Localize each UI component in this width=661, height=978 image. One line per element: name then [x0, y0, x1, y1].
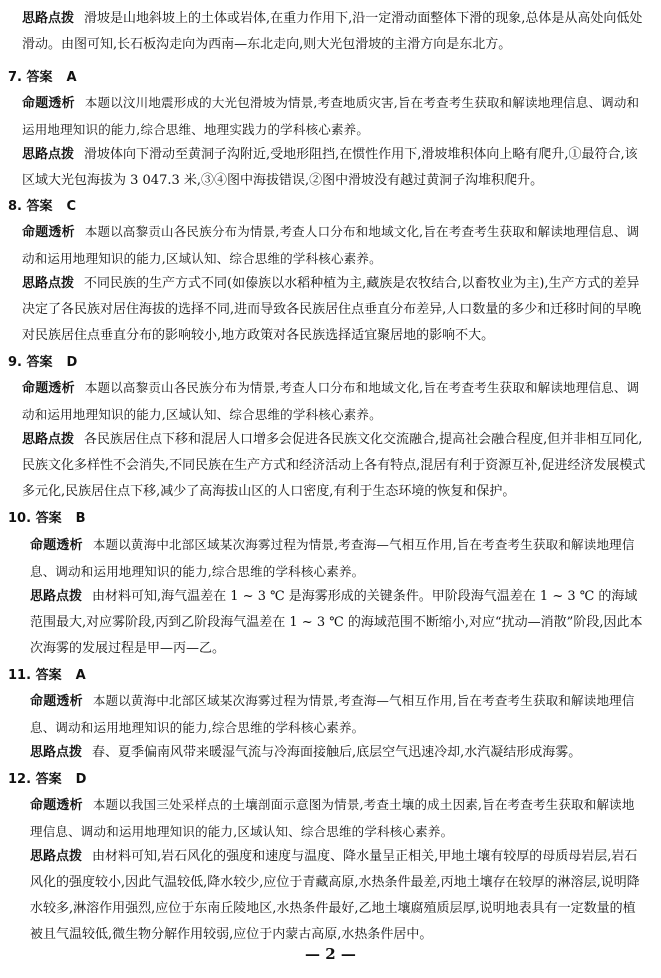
item-9-analysis: [22, 375, 647, 428]
answer-value: D: [66, 355, 78, 370]
section-text: 由材料可知,海气温差在 1 ~ 3 ℃ 是海雾形成的关键条件。甲阶段海气温差在 1 ~ 3 ℃ 的海域范围最大,对应雾阶段,丙到乙阶段海气温差在 1 ~ 3 ℃ 的海域范围不断缩小,对应“扰动—消散”阶段,因此本次海雾的发展过程是甲—丙—乙。: [30, 589, 643, 656]
answer-value: B: [75, 511, 86, 526]
item-9-answer: [8, 351, 77, 370]
section-text: 不同民族的生产方式不同(如傣族以水稻种植为主,藏族是农牧结合,以畜牧业为主),生产方式的差异决定了各民族对居住海拔的选择不同,进而导致各民族居住点垂直分布差异,人口数量的多少和迁移时间的早晚对民族居住点垂直分布的影响较小,地方政策对各民族选择适宜聚居地的影响不大。: [22, 276, 642, 343]
section-label: 命题透析: [22, 225, 75, 240]
question-number: 7.: [8, 70, 22, 85]
section-text: 由材料可知,岩石风化的强度和速度与温度、降水量呈正相关,甲地土壤有较厚的母质母岩层,岩石风化的强度较小,因此气温较低,降水较少,应位于青藏高原,水热条件最差,丙地土壤存在较厚的淋溶层,说明降水较多,淋溶作用强烈,应位于东南丘陵地区,水热条件最好,乙地土壤腐殖质层厚,说明地表具有一定数量的植被且气温较低,微生物分解作用较弱,应位于内蒙古高原,水热条件居中。: [30, 849, 640, 942]
answer-label: 答案: [26, 70, 53, 85]
section-label: 命题透析: [30, 798, 83, 813]
section-text: 本题以黄海中北部区域某次海雾过程为情景,考查海—气相互作用,旨在考查考生获取和解读地理信息、调动和运用地理知识的能力,综合思维的学科核心素养。: [30, 537, 635, 579]
section-text: 本题以黄海中北部区域某次海雾过程为情景,考查海—气相互作用,旨在考查考生获取和解读地理信息、调动和运用地理知识的能力,综合思维的学科核心素养。: [30, 693, 635, 735]
section-label: 思路点拨: [22, 147, 75, 162]
item-10-analysis: [30, 532, 647, 585]
item-10-answer: [8, 507, 86, 526]
answer-value: A: [66, 70, 77, 85]
section-label: 思路点拨: [22, 432, 75, 447]
section-text: 本题以我国三处采样点的土壤剖面示意图为情景,考查土壤的成土因素,旨在考查考生获取和解读地理信息、调动和运用地理知识的能力,区域认知、综合思维的学科核心素养。: [30, 797, 635, 839]
item-9-explanation: [22, 427, 647, 505]
section-label: 思路点拨: [30, 745, 83, 760]
section-text: 春、夏季偏南风带来暖湿气流与冷海面接触后,底层空气迅速冷却,水汽凝结形成海雾。: [92, 745, 582, 760]
answer-label: 答案: [26, 355, 53, 370]
item-7-explanation: [22, 142, 647, 194]
section-label: 思路点拨: [30, 589, 83, 604]
item-11-analysis: [30, 688, 647, 741]
section-label: 命题透析: [22, 96, 75, 111]
answer-label: 答案: [35, 511, 62, 526]
answer-value: A: [75, 668, 86, 683]
item-6-explanation: [22, 6, 647, 58]
section-text: 本题以汶川地震形成的大光包滑坡为情景,考查地质灾害,旨在考查考生获取和解读地理信息、调动和运用地理知识的能力,综合思维、地理实践力的学科核心素养。: [22, 95, 640, 137]
section-label: 思路点拨: [22, 11, 75, 26]
answer-value: C: [66, 199, 77, 214]
question-number: 11.: [8, 668, 32, 683]
item-11-explanation: [30, 740, 647, 766]
question-number: 10.: [8, 511, 32, 526]
item-7-answer: [8, 66, 77, 85]
section-text: 本题以高黎贡山各民族分布为情景,考查人口分布和地域文化,旨在考查考生获取和解读地理信息、调动和运用地理知识的能力,区域认知、综合思维的学科核心素养。: [22, 380, 640, 422]
item-12-explanation: [30, 844, 647, 948]
item-8-answer: [8, 195, 76, 214]
section-text: 滑坡是山地斜坡上的土体或岩体,在重力作用下,沿一定滑动面整体下滑的现象,总体是从高处向低处滑动。由图可知,长石板沟走向为西南—东北走向,则大光包滑坡的主滑方向是东北方。: [22, 11, 643, 52]
section-text: 各民族居住点下移和混居人口增多会促进各民族文化交流融合,提高社会融合程度,但并非相互同化,民族文化多样性不会消失,不同民族在生产方式和经济活动上各有特点,混居有利于资源互补,促进经济发展模式多元化,民族居住点下移,减少了高海拔山区的人口密度,有利于生态环境的恢复和保护。: [22, 432, 646, 499]
item-12-answer: [8, 768, 86, 787]
item-8-explanation: [22, 271, 647, 349]
section-label: 命题透析: [30, 694, 83, 709]
item-12-analysis: [30, 792, 647, 845]
section-label: 思路点拨: [22, 276, 75, 291]
section-label: 思路点拨: [30, 849, 83, 864]
item-7-analysis: [22, 90, 647, 143]
section-label: 命题透析: [22, 381, 75, 396]
answer-label: 答案: [35, 668, 62, 683]
section-text: 本题以高黎贡山各民族分布为情景,考查人口分布和地域文化,旨在考查考生获取和解读地理信息、调动和运用地理知识的能力,区域认知、综合思维的学科核心素养。: [22, 224, 640, 266]
question-number: 12.: [8, 772, 32, 787]
item-11-answer: [8, 664, 86, 683]
question-number: 8.: [8, 199, 22, 214]
page-number: — 2 —: [305, 945, 356, 963]
answer-value: D: [75, 772, 87, 787]
answer-label: 答案: [35, 772, 62, 787]
section-text: 滑坡体向下滑动至黄洞子沟附近,受地形阻挡,在惯性作用下,滑坡堆积体向上略有爬升,①最符合,该区域大光包海拔为 3 047.3 米,③④图中海拔错误,②图中滑坡没有越过黄洞子沟堆积爬升。: [22, 147, 638, 188]
item-10-explanation: [30, 584, 647, 662]
section-label: 命题透析: [30, 538, 83, 553]
question-number: 9.: [8, 355, 22, 370]
item-8-analysis: [22, 219, 647, 272]
answer-label: 答案: [26, 199, 53, 214]
